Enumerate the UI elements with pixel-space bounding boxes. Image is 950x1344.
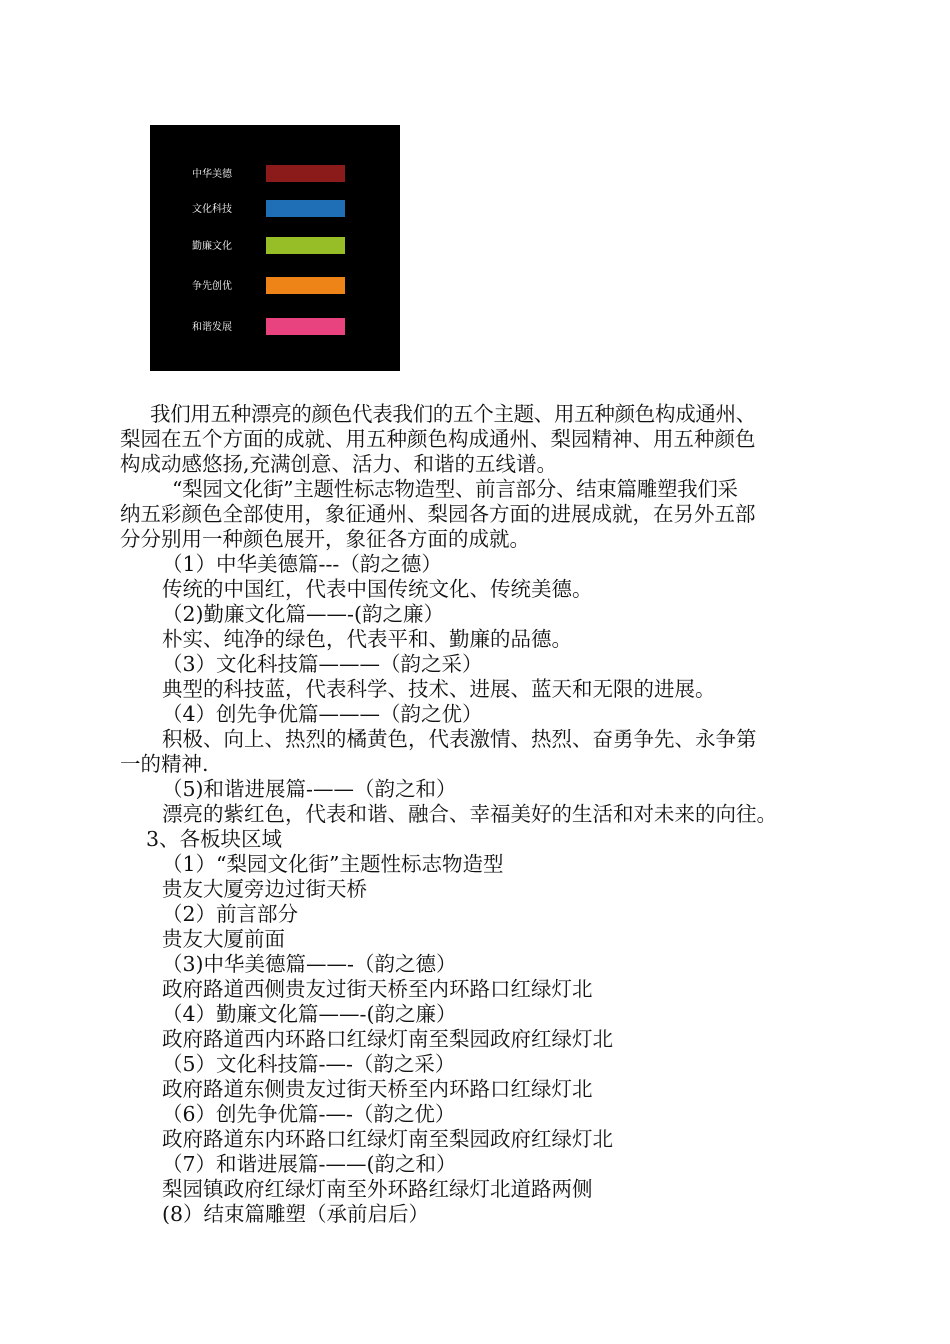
paragraph-line: 贵友大厦旁边过街天桥 <box>162 877 367 901</box>
section-heading: 3、各板块区域 <box>146 827 283 851</box>
legend-label: 文化科技 <box>192 204 232 215</box>
legend-label: 中华美德 <box>192 169 232 180</box>
legend-label: 争先创优 <box>192 281 232 292</box>
paragraph-line: 构成动感悠扬,充满创意、活力、和谐的五线谱。 <box>120 452 558 476</box>
paragraph-line: 政府路道西内环路口红绿灯南至梨园政府红绿灯北 <box>162 1027 613 1051</box>
section-heading: （2)勤廉文化篇——-(韵之廉） <box>162 602 444 626</box>
section-heading: （1）“梨园文化街”主题性标志物造型 <box>162 852 504 876</box>
paragraph-line: 我们用五种漂亮的颜色代表我们的五个主题、用五种颜色构成通州、 <box>150 402 756 426</box>
section-heading: （5）文化科技篇-—-（韵之采） <box>162 1052 456 1076</box>
paragraph-line: 积极、向上、热烈的橘黄色，代表激情、热烈、奋勇争先、永争第 <box>162 727 757 751</box>
paragraph-line: 梨园在五个方面的成就、用五种颜色构成通州、梨园精神、用五种颜色 <box>120 427 756 451</box>
paragraph-line: 政府路道东侧贵友过街天桥至内环路口红绿灯北 <box>162 1077 593 1101</box>
paragraph-line: 梨园镇政府红绿灯南至外环路红绿灯北道路两侧 <box>162 1177 593 1201</box>
section-heading: （7）和谐进展篇-——(韵之和） <box>162 1152 457 1176</box>
section-heading: （3)中华美德篇——-（韵之德） <box>162 952 457 976</box>
paragraph-line: “梨园文化街”主题性标志物造型、前言部分、结束篇雕塑我们采 <box>172 477 738 501</box>
section-heading: (8）结束篇雕塑（承前启后） <box>162 1202 430 1226</box>
section-heading: （4）勤廉文化篇——-(韵之廉） <box>162 1002 457 1026</box>
paragraph-line: 一的精神. <box>120 752 209 776</box>
section-heading: （6）创先争优篇-—-（韵之优） <box>162 1102 456 1126</box>
section-heading: （4）创先争优篇———（韵之优） <box>162 702 483 726</box>
paragraph-line: 传统的中国红，代表中国传统文化、传统美德。 <box>162 577 593 601</box>
paragraph-line: 纳五彩颜色全部使用，象征通州、梨园各方面的进展成就，在另外五部 <box>120 502 756 526</box>
legend-label: 和谐发展 <box>192 322 232 333</box>
section-heading: （1）中华美德篇---（韵之德） <box>162 552 442 576</box>
paragraph-line: 典型的科技蓝，代表科学、技术、进展、蓝天和无限的进展。 <box>162 677 716 701</box>
paragraph-line: 政府路道西侧贵友过街天桥至内环路口红绿灯北 <box>162 977 593 1001</box>
paragraph-line: 贵友大厦前面 <box>162 927 285 951</box>
section-heading: （3）文化科技篇———（韵之采） <box>162 652 483 676</box>
section-heading: （2）前言部分 <box>162 902 299 926</box>
paragraph-line: 政府路道东内环路口红绿灯南至梨园政府红绿灯北 <box>162 1127 613 1151</box>
paragraph-line: 分分别用一种颜色展开，象征各方面的成就。 <box>120 527 530 551</box>
section-heading: （5)和谐进展篇-——（韵之和） <box>162 777 457 801</box>
legend-label: 勤廉文化 <box>192 241 232 252</box>
paragraph-line: 朴实、纯净的绿色，代表平和、勤廉的品德。 <box>162 627 572 651</box>
paragraph-line: 漂亮的紫红色，代表和谐、融合、幸福美好的生活和对未来的向往。 <box>162 802 777 826</box>
